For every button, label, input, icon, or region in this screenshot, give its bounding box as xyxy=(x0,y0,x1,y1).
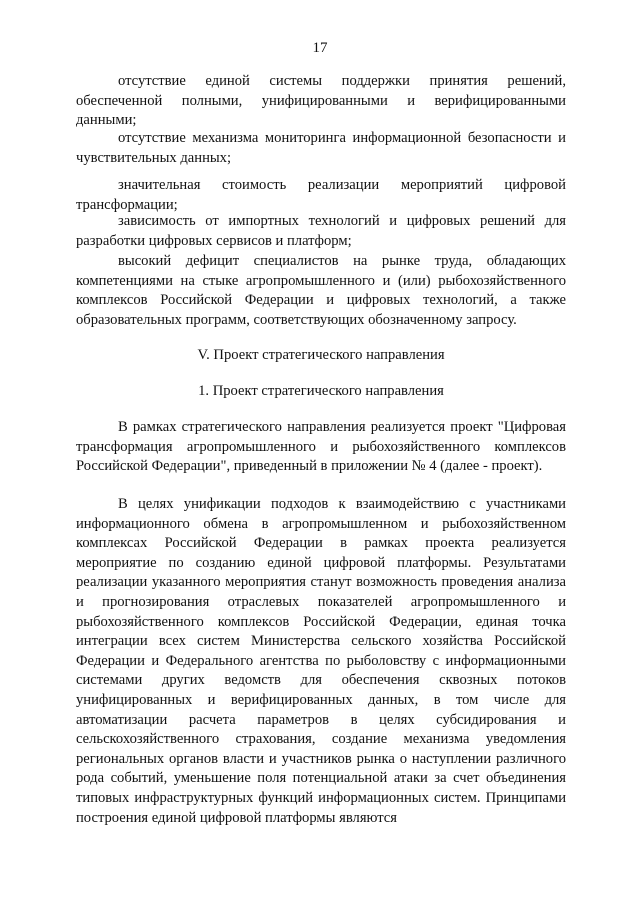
list-item xyxy=(76,72,566,131)
list-item xyxy=(76,252,566,330)
subsection-heading xyxy=(76,381,566,401)
list-item-text: зависимость от импортных технологий и цифровых решений для разработки цифровых сервисов и платформ; xyxy=(76,213,566,249)
list-item xyxy=(76,176,566,215)
list-item-text: отсутствие механизма мониторинга информационной безопасности и чувствительных данных; xyxy=(76,130,566,166)
page-number: 17 xyxy=(312,40,328,56)
subsection-heading-text: 1. Проект стратегического направления xyxy=(198,383,444,399)
list-item xyxy=(76,129,566,168)
section-heading-text: V. Проект стратегического направления xyxy=(197,347,445,363)
paragraph xyxy=(76,495,566,828)
list-item xyxy=(76,212,566,251)
paragraph-text: В рамках стратегического направления реализуется проект "Цифровая трансформация агропромышленного и рыбохозяйственного комплексов Российской Федерации", приведенный в приложении № 4 (далее - проект). xyxy=(76,419,566,475)
paragraph-text: В целях унификации подходов к взаимодействию с участниками информационного обмена в агропромышленном и рыбохозяйственном комплексах Российской Федерации в рамках проекта реализуется мероприятие по созданию единой цифровой платформы. Результатами реализации указанного мероприятия станут возможность проведения анализа и прогнозирования отраслевых показателей агропромышленного и рыбохозяйственного комплексов Российской Федерации, единая точка интеграции всех систем Министерства сельского хозяйства Российской Федерации и Федерального агентства по рыболовству с информационными системами других ведомств для обеспечения сквозных потоков унифицированных и верифицированных данных, в том числе для автоматизации расчета параметров в целях субсидирования и сельскохозяйственного страхования, создание механизма уведомления региональных органов власти и участников рынка о наступлении различного рода событий, уменьшение поля потенциальной атаки за счет объединения типовых инфраструктурных функций информационных систем. Принципами построения единой цифровой платформы являются xyxy=(76,496,566,826)
section-heading xyxy=(76,345,566,365)
list-item-text: высокий дефицит специалистов на рынке труда, обладающих компетенциями на стыке агропромышленного и (или) рыбохозяйственного комплексов Российской Федерации и цифровых технологий, а также образовательных программ, соответствующих обозначенному запросу. xyxy=(76,253,566,328)
list-item-text: значительная стоимость реализации мероприятий цифровой трансформации; xyxy=(76,177,566,213)
list-item-text: отсутствие единой системы поддержки принятия решений, обеспеченной полными, унифицированными и верифицированными данными; xyxy=(76,73,566,129)
paragraph xyxy=(76,418,566,477)
